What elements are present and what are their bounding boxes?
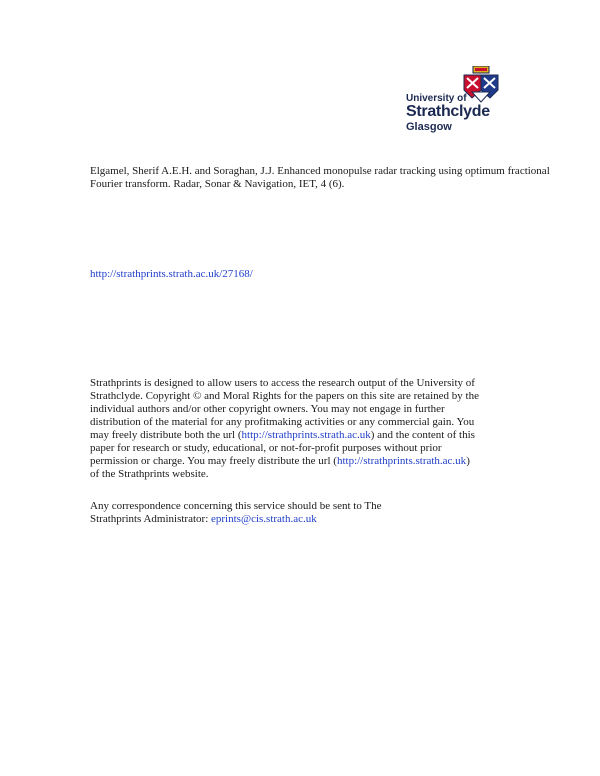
record-url-block [90, 268, 253, 281]
notice-text: ) [466, 455, 470, 467]
contact-text: Strathprints Administrator: [90, 513, 211, 525]
record-url-link[interactable]: http://strathprints.strath.ac.uk/27168/ [90, 268, 253, 280]
notice-line: distribution of the material for any profitmaking activities or any commercial gain. You [90, 416, 475, 428]
strathprints-link[interactable]: http://strathprints.strath.ac.uk [241, 429, 371, 441]
copyright-notice [90, 377, 479, 481]
notice-line [90, 429, 479, 442]
notice-line: paper for research or study, educational, or not-for-profit purposes without prior [90, 442, 442, 454]
citation-line: Fourier transform. Radar, Sonar & Navigation, IET, 4 (6). [90, 178, 345, 190]
contact-line: Any correspondence concerning this service should be sent to The [90, 500, 382, 512]
contact-line [90, 513, 382, 526]
citation-line: Elgamel, Sherif A.E.H. and Soraghan, J.J. Enhanced monopulse radar tracking using optimum fractional [90, 165, 550, 177]
notice-text: may freely distribute both the url ( [90, 429, 242, 441]
notice-text: permission or charge. You may freely distribute the url ( [90, 455, 337, 467]
notice-text: ) and the content of this [370, 429, 475, 441]
logo-strathclyde: Strathclyde [406, 103, 490, 120]
notice-line: Strathprints is designed to allow users to access the research output of the University of [90, 377, 475, 389]
notice-line: of the Strathprints website. [90, 468, 209, 480]
notice-line [90, 455, 479, 468]
notice-line: Strathclyde. Copyright © and Moral Rights for the papers on this site are retained by the [90, 390, 479, 402]
logo-glasgow: Glasgow [406, 121, 452, 133]
strathprints-link[interactable]: http://strathprints.strath.ac.uk [336, 455, 467, 467]
citation [90, 165, 550, 191]
notice-line: individual authors and/or other copyright owners. You may not engage in further [90, 403, 445, 415]
contact-block [90, 500, 382, 526]
university-logo [404, 66, 504, 138]
admin-email-link[interactable]: eprints@cis.strath.ac.uk [211, 513, 317, 525]
logo-university-of: University of [406, 93, 467, 104]
